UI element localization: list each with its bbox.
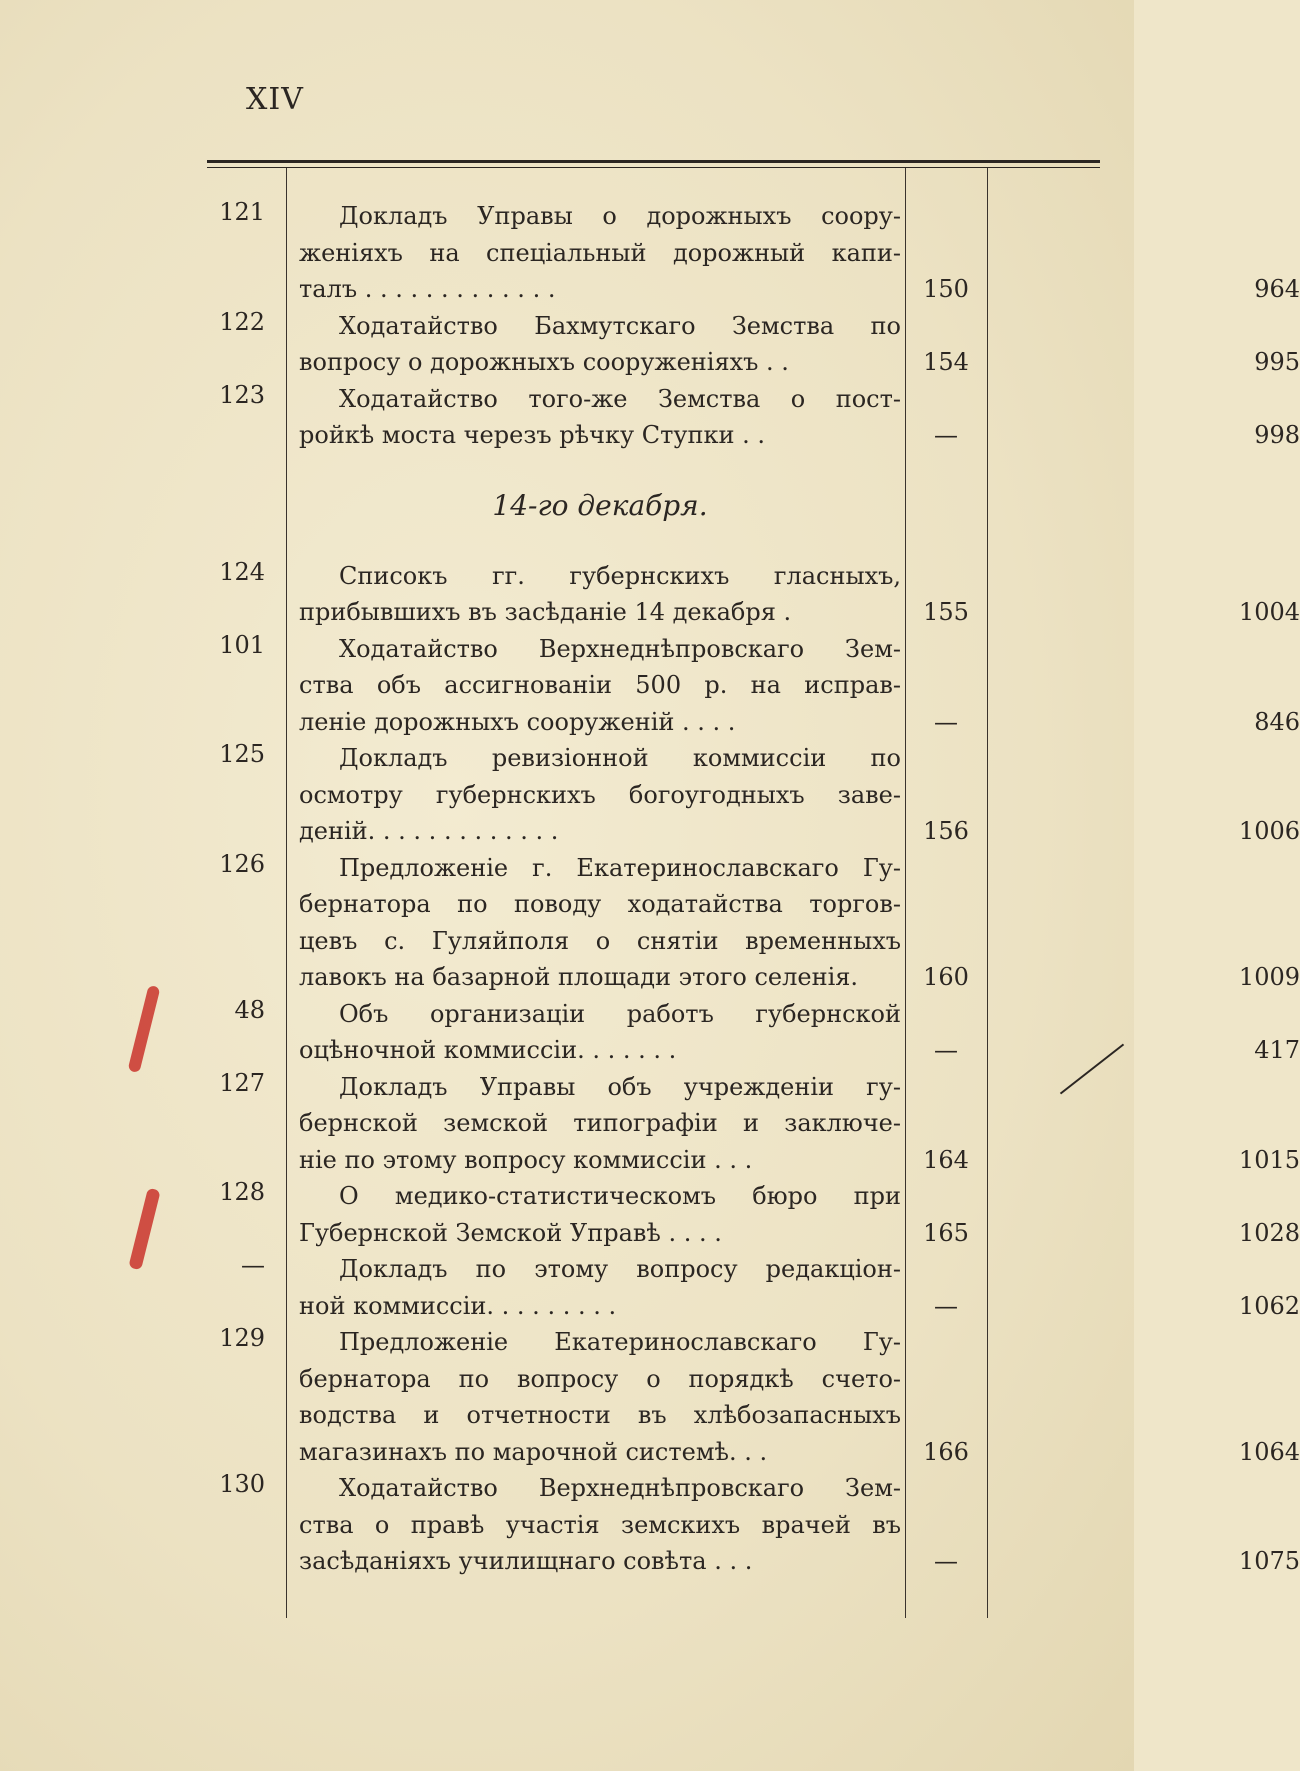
list-item <box>207 1068 1300 1179</box>
entry-reference: 1015 <box>1238 1145 1300 1174</box>
entry-title-line: Губернской Земской Управѣ . . . . <box>299 1218 722 1247</box>
entry-title-line: бернской земской типографіи и заключе- <box>299 1109 901 1137</box>
entry-title <box>299 308 901 381</box>
entry-reference: 1075 <box>1238 1547 1300 1575</box>
entry-number: 124 <box>219 557 265 586</box>
list-item <box>207 740 1300 850</box>
list-item <box>207 995 1300 1069</box>
entry-reference: 1009 <box>1238 963 1300 991</box>
entry-title <box>299 996 901 1069</box>
entry-title-line: Объ организаціи работъ губернской <box>339 999 901 1028</box>
entry-title <box>299 1178 901 1251</box>
entry-title-line: ніе по этому вопросу коммиссіи . . . <box>299 1145 753 1174</box>
entry-title-line: Списокъ гг. губернскихъ гласныхъ, <box>339 561 901 590</box>
date-heading: 14-го декабря. <box>492 488 708 522</box>
entry-number: 121 <box>219 198 265 226</box>
entry-page: 164 <box>923 1145 969 1174</box>
table-of-contents <box>207 198 1300 1580</box>
page-number: XIV <box>246 82 304 117</box>
entry-page: 150 <box>923 275 969 303</box>
list-item <box>207 307 1300 381</box>
entry-number: 126 <box>219 849 265 878</box>
entry-title <box>299 1069 901 1179</box>
entry-title-line: цевъ с. Гуляйполя о снятіи временныхъ <box>299 926 901 955</box>
entry-title <box>299 558 901 631</box>
list-item <box>207 1178 1300 1251</box>
entry-page: 160 <box>923 963 969 991</box>
entry-title-line: деній. . . . . . . . . . . . . <box>299 817 559 845</box>
entry-title-line: Предложеніе Екатеринославскаго Гу- <box>339 1328 901 1356</box>
entry-title-line: оцѣночной коммиссіи. . . . . . . <box>299 1036 677 1064</box>
entry-title-line: бернатора по вопросу о порядкѣ счето- <box>299 1364 901 1393</box>
list-item <box>207 1324 1300 1470</box>
list-item <box>207 849 1300 996</box>
entry-title <box>299 381 901 454</box>
entry-title-line: магазинахъ по марочной системѣ. . . <box>299 1437 768 1466</box>
entry-title-line: талъ . . . . . . . . . . . . . <box>299 275 556 303</box>
list-item <box>207 557 1300 631</box>
entry-reference: 417 <box>1254 1036 1300 1064</box>
header-rule-thin <box>207 167 1100 168</box>
entry-page: — <box>934 1291 958 1320</box>
list-item <box>207 630 1300 741</box>
entry-reference: 1006 <box>1238 817 1300 845</box>
entry-title <box>299 1324 901 1470</box>
list-item <box>207 198 1300 308</box>
entry-reference: 1028 <box>1238 1218 1300 1247</box>
entry-number: 48 <box>234 995 265 1024</box>
entry-number: 101 <box>219 630 265 659</box>
entry-title-line: осмотру губернскихъ богоугодныхъ заве- <box>299 780 901 809</box>
entry-title-line: Ходатайство Верхнеднѣпровскаго Зем- <box>339 634 901 663</box>
entry-number: 128 <box>219 1178 265 1206</box>
entry-page: — <box>934 1547 958 1575</box>
entry-reference: 1004 <box>1238 598 1300 626</box>
entry-page: — <box>934 421 958 449</box>
entry-page: 166 <box>923 1437 969 1466</box>
entry-title <box>299 631 901 741</box>
entry-title-line: Докладъ Управы о дорожныхъ соору- <box>339 202 901 230</box>
entry-title <box>299 1470 901 1580</box>
entry-title-line: Докладъ Управы объ учрежденіи гу- <box>339 1072 901 1101</box>
list-item <box>207 1251 1300 1324</box>
red-pencil-mark <box>128 985 161 1073</box>
entry-number: 122 <box>219 307 265 336</box>
entry-title-line: Ходатайство Верхнеднѣпровскаго Зем- <box>339 1474 901 1502</box>
entry-title-line: ства объ ассигнованіи 500 р. на исправ- <box>299 671 901 699</box>
entry-number: 125 <box>219 740 265 768</box>
entry-title-line: ства о правѣ участія земскихъ врачей въ <box>299 1510 901 1539</box>
entry-reference: 846 <box>1254 707 1300 736</box>
entry-title-line: леніе дорожныхъ сооруженій . . . . <box>299 707 736 736</box>
entry-title <box>299 850 901 996</box>
entry-title-line: бернатора по поводу ходатайства торгов- <box>299 890 901 918</box>
entry-title <box>299 198 901 308</box>
entry-title-line: Предложеніе г. Екатеринославскаго Гу- <box>339 853 901 882</box>
entry-title-line: Докладъ по этому вопросу редакціон- <box>339 1255 901 1283</box>
red-pencil-mark <box>128 1188 160 1271</box>
entry-title <box>299 1251 901 1324</box>
header-rule <box>207 160 1100 163</box>
entry-page: 155 <box>923 598 969 626</box>
entry-reference: 998 <box>1254 421 1300 449</box>
entry-title-line: засѣданіяхъ училищнаго совѣта . . . <box>299 1547 753 1575</box>
entry-title-line: Докладъ ревизіонной коммиссіи по <box>339 744 901 772</box>
entry-page: — <box>934 1036 958 1064</box>
entry-page: 165 <box>923 1218 969 1247</box>
entry-number: 129 <box>219 1324 265 1352</box>
entry-reference: 995 <box>1254 348 1300 376</box>
entry-reference: 1062 <box>1238 1291 1300 1320</box>
list-item <box>207 380 1300 454</box>
list-item <box>207 1470 1300 1580</box>
entry-title-line: Ходатайство Бахмутскаго Земства по <box>339 311 901 340</box>
entry-page: — <box>934 707 958 736</box>
entry-title-line: прибывшихъ въ засѣданіе 14 декабря . <box>299 598 792 626</box>
entry-title-line: О медико-статистическомъ бюро при <box>339 1182 901 1210</box>
entry-title-line: лавокъ на базарной площади этого селенія. <box>299 963 859 991</box>
entry-page: 154 <box>923 348 969 376</box>
entry-reference: 964 <box>1254 275 1300 303</box>
entry-title-line: ройкѣ моста черезъ рѣчку Ступки . . <box>299 421 766 449</box>
entry-number: 127 <box>219 1068 265 1097</box>
entry-number: 130 <box>219 1470 265 1498</box>
entry-page: 156 <box>923 817 969 845</box>
entry-title-line: водства и отчетности въ хлѣбозапасныхъ <box>299 1401 901 1429</box>
entry-title-line: Ходатайство того-же Земства о пост- <box>339 384 901 413</box>
entry-title-line: вопросу о дорожныхъ сооруженіяхъ . . <box>299 348 789 376</box>
entry-reference: 1064 <box>1238 1437 1300 1466</box>
entry-number: 123 <box>219 380 265 409</box>
entry-title-line: женіяхъ на спеціальный дорожный капи- <box>299 238 901 267</box>
entry-title <box>299 740 901 850</box>
entry-title-line: ной коммиссіи. . . . . . . . . <box>299 1291 617 1320</box>
entry-number: — <box>241 1251 265 1279</box>
